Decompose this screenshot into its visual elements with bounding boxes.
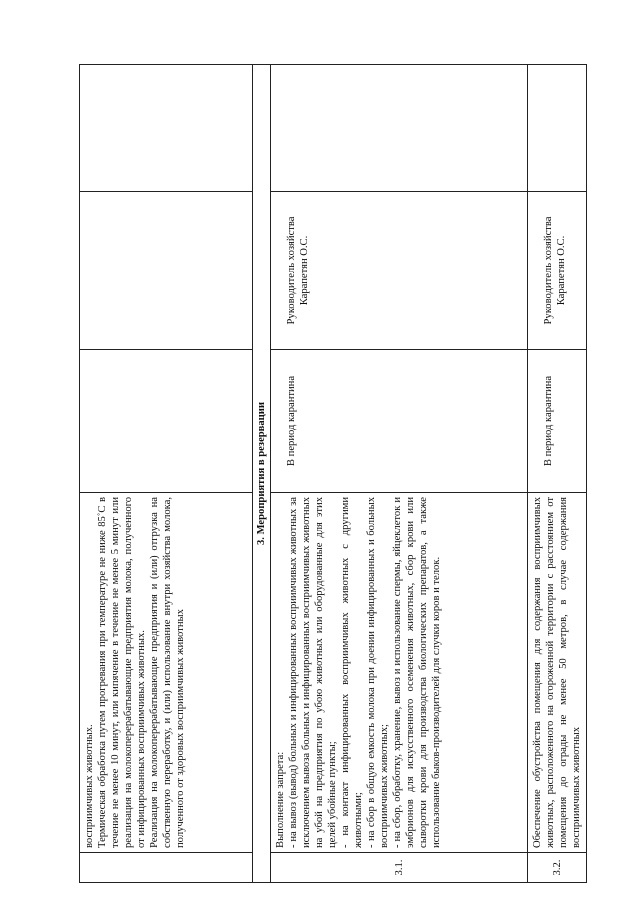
measure-line: восприимчивых животных. [84,724,95,848]
measure-cell [528,493,587,853]
measure-line: - на сбор, обработку, хранение, вывоз и использование спермы, яйцеклеток и эмбрионов для искусственного осеменения животных, сбор крови или сыворотки крови для производства биологических препаратов, а также использование быков-производителей для случки коров и телок. [392,497,442,848]
measure-line: Термическая обработка путем прогревания при температуре не ниже 85˚С в течение не менее 10 минут, или кипячение в течение не менее 5 минут или реализация на молокоперерабатывающие предприятия молока, полученного от инфицированных восприимчивых животных. [97,497,147,848]
responsible-cell: Руководитель хозяйства Карапетян О.С. [528,192,587,350]
measure-line: - на контакт инфицированных восприимчивых животных с другими животными; [340,497,364,848]
section-title: 3. Мероприятия в резервации [253,65,271,883]
measure-line: Выполнение запрета: [275,751,286,848]
row-number: 3.2. [528,853,587,883]
number-cell [80,853,253,883]
period-cell: В период карантина [528,350,587,493]
table-row [528,65,587,883]
measure-line: Реализация на молокоперерабатывающие предприятия и (или) отгрузка на собственную переработку, и (или) использование внутри хозяйства молока, полученного от здоровых восприимчивых животных [149,497,186,848]
period-cell [80,350,253,493]
responsible-cell [80,192,253,350]
period-cell: В период карантина [271,350,528,493]
responsible-cell: Руководитель хозяйства Карапетян О.С. [271,192,528,350]
quarantine-measures-table [79,64,587,883]
table-row-continuation [80,65,253,883]
extra-cell [80,65,253,192]
table-row [271,65,528,883]
section-header-row [253,65,271,883]
measure-line: - на вывоз (вывод) больных и инфицированных восприимчивых животных за исключением вывоза больных и инфицированных восприимчивых животных на убой на предприятия по убою животных или оборудованные для этих целей убойные пункты; [288,497,338,848]
measure-line: - на сбор в общую емкость молока при доении инфицированных и больных восприимчивых животных; [366,497,390,848]
measure-cell [80,493,253,853]
extra-cell [271,65,528,192]
extra-cell [528,65,587,192]
measure-line: Обеспечение обустройства помещения для содержания восприимчивых животных, расположенного на огороженной территории с расстоянием от помещения до ограды не менее 50 метров, в случае содержания восприимчивых животных [532,497,582,848]
row-number: 3.1. [271,853,528,883]
measure-cell [271,493,528,853]
